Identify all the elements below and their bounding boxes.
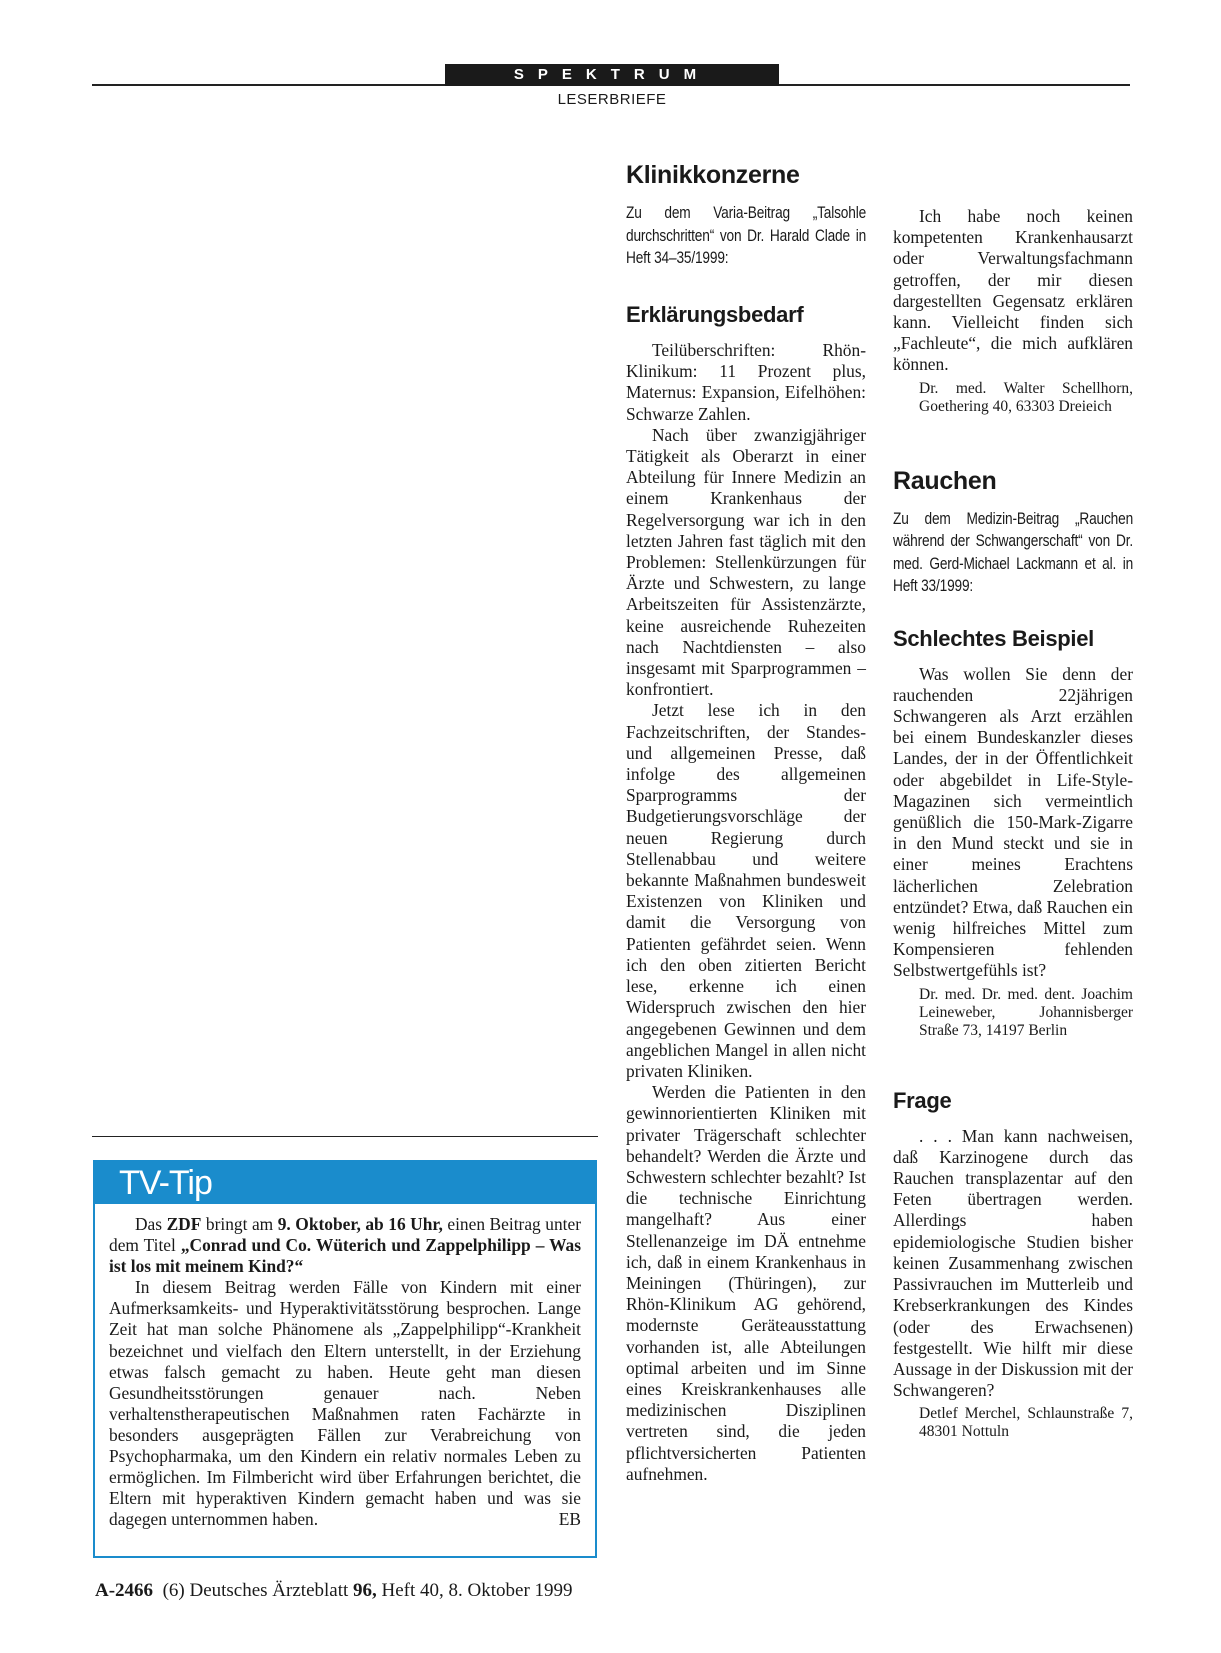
- letter-title: Frage: [893, 1087, 952, 1113]
- letter-paragraph: Jetzt lese ich in den Fachzeitschriften, der Standes- und allgemeinen Presse, daß infolge des allgemeinen Sparprogramms der Budgetierungsvorschläge der neuen Regierung durch Stellenabbau und weitere bekannte Maßnahmen bundesweit Existenzen von Kliniken und damit die Versorgung von Patienten gefährdet seien. Wenn ich den oben zitierten Bericht lese, erkenne ich einen Widerspruch zwischen den hier angegebenen Gewinnen und dem angeblichen Mangel in allen nicht privaten Kliniken.: [626, 700, 866, 1081]
- section-label: SPEKTRUM: [445, 64, 779, 86]
- channel-name: ZDF: [166, 1214, 202, 1234]
- column-right: [893, 164, 1133, 1441]
- tv-tip-rule: [92, 1136, 598, 1137]
- tv-tip-box: [93, 1160, 597, 1558]
- letter-title: Schlechtes Beispiel: [893, 625, 1094, 651]
- page-footer: A-2466 (6) Deutsches Ärzteblatt 96, Heft 40, 8. Oktober 1999: [95, 1580, 573, 1601]
- letter-paragraph: Teilüberschriften: Rhön-Klinikum: 11 Prozent plus, Maternus: Expansion, Eifelhöhen: Schwarze Zahlen.: [626, 340, 866, 424]
- topic-heading: Klinikkonzerne: [626, 161, 800, 189]
- tv-tip-text: In diesem Beitrag werden Fälle von Kindern mit einer Aufmerksamkeits- und Hyperaktivitätsstörung besprochen. Lange Zeit hat man solche Phänomene als „Zappelphilipp“-Krankheit bezeichnet und vielfach den Eltern unterstellt, in der Erziehung etwas falsch gemacht zu haben. Heute geht man diesen Gesundheitsstörungen genauer nach. Neben verhaltenstherapeutischen Maßnahmen raten Fachärzte in besonders ausgeprägten Fällen zur Verabreichung von Psychopharmaka, um den Kindern ein relativ normales Leben zu ermöglichen. Im Filmbericht wird über Erfahrungen berichtet, die Eltern mit hyperaktiven Kindern gemacht haben und was sie dagegen unternommen haben.: [109, 1277, 581, 1530]
- reference-wrapper: [893, 508, 1133, 604]
- article-klinikkonzerne: [626, 160, 866, 1485]
- program-title: „Conrad und Co. Wüterich und Zappelphilipp – Was ist los mit meinem Kind?“: [109, 1235, 581, 1277]
- volume: 96,: [353, 1580, 377, 1601]
- page-number: A-2466: [95, 1580, 154, 1601]
- letter-paragraph: . . . Man kann nachweisen, daß Karzinogene durch das Rauchen transplazentar auf den Feten übertragen werden. Allerdings haben epidemiologische Studien bisher keinen Zusammenhang zwischen Passivrauchen im Mutterleib und Krebserkrankungen des Kindes (oder des Erwachsenen) festgestellt. Wie hilft mir diese Aussage in der Diskussion mit der Schwangeren?: [893, 1125, 1133, 1401]
- subsection-label: LESERBRIEFE: [557, 91, 667, 108]
- tv-tip-intro: Das ZDF bringt am 9. Oktober, ab 16 Uhr, einen Beitrag unter dem Titel „Conrad und Co. Wüterich und Zappelphilipp – Was ist los mit meinem Kind?“: [109, 1214, 581, 1277]
- article-reference: Zu dem Varia-Beitrag „Talsohle durchschritten“ von Dr. Harald Clade in Heft 34–35/1999:: [626, 204, 867, 267]
- letter-paragraph: Ich habe noch keinen kompetenten Krankenhausarzt oder Verwaltungsfachmann getroffen, der mir diesen dargestellten Gegensatz erklären kann. Vielleicht finden sich „Fachleute“, die mich aufklären können.: [893, 206, 1133, 375]
- letter-paragraph: Werden die Patienten in den gewinnorientierten Kliniken mit privater Trägerschaft schlechter behandelt? Werden die Ärzte und Schwestern schlechter bezahlt? Ist die technische Einrichtung mangelhaft? Aus einer Stellenanzeige im DÄ entnehme ich, daß in einem Krankenhaus in Meiningen (Thüringen), zur Rhön-Klinikum AG gehörend, modernste Geräteausstattung vorhanden ist, alle Abteilungen optimal arbeiten und im Sinne eines Kreiskrankenhauses alle medizinischen Disziplinen vertreten sind, die jeden pflichtversicherten Patienten aufnehmen.: [626, 1082, 866, 1484]
- letter-signature: Dr. med. Walter Schellhorn, Goethering 40, 63303 Dreieich: [919, 379, 1133, 415]
- broadcast-time: 9. Oktober, ab 16 Uhr,: [277, 1214, 443, 1234]
- tv-tip-body: [95, 1204, 595, 1531]
- letter-signature: Dr. med. Dr. med. dent. Joachim Leineweber, Johannisberger Straße 73, 14197 Berlin: [919, 985, 1133, 1039]
- letter-title: Erklärungsbedarf: [626, 302, 804, 327]
- tv-tip-title: TV-Tip: [95, 1162, 595, 1204]
- letter-paragraph: Nach über zwanzigjähriger Tätigkeit als Oberarzt in einer Abteilung für Innere Medizin an einem Krankenhaus der Regelversorgung war ich in den letzten Jahren fast täglich mit den Problemen: Stellenkürzungen für Ärzte und Schwestern, zu lange Arbeitszeiten für Assistenzärzte, keine ausreichende Ruhezeiten nach Nachtdiensten – also insgesamt mit Sparprogrammen – konfrontiert.: [626, 424, 866, 700]
- letter-paragraph: Was wollen Sie denn der rauchenden 22jährigen Schwangeren als Arzt erzählen bei einem Bundeskanzler dieses Landes, der in der Öffentlichkeit oder abgebildet in Life-Style-Magazinen sich vermeintlich genüßlich die 150-Mark-Zigarre in den Mund steckt und sie in einer meines Erachtens lächerlichen Zelebration entzündet? Etwa, daß Rauchen ein wenig hilfreiches Mittel zum Kompensieren fehlenden Selbstwertgefühls ist?: [893, 663, 1133, 981]
- letter-signature: Detlef Merchel, Schlaunstraße 7, 48301 Nottuln: [919, 1405, 1133, 1441]
- reference-wrapper: [626, 202, 866, 274]
- article-reference: Zu dem Medizin-Beitrag „Rauchen während der Schwangerschaft“ von Dr. med. Gerd-Michael Lackmann et al. in Heft 33/1999:: [893, 509, 1134, 596]
- tv-tip-author: EB: [558, 1509, 581, 1530]
- topic-heading: Rauchen: [893, 466, 997, 495]
